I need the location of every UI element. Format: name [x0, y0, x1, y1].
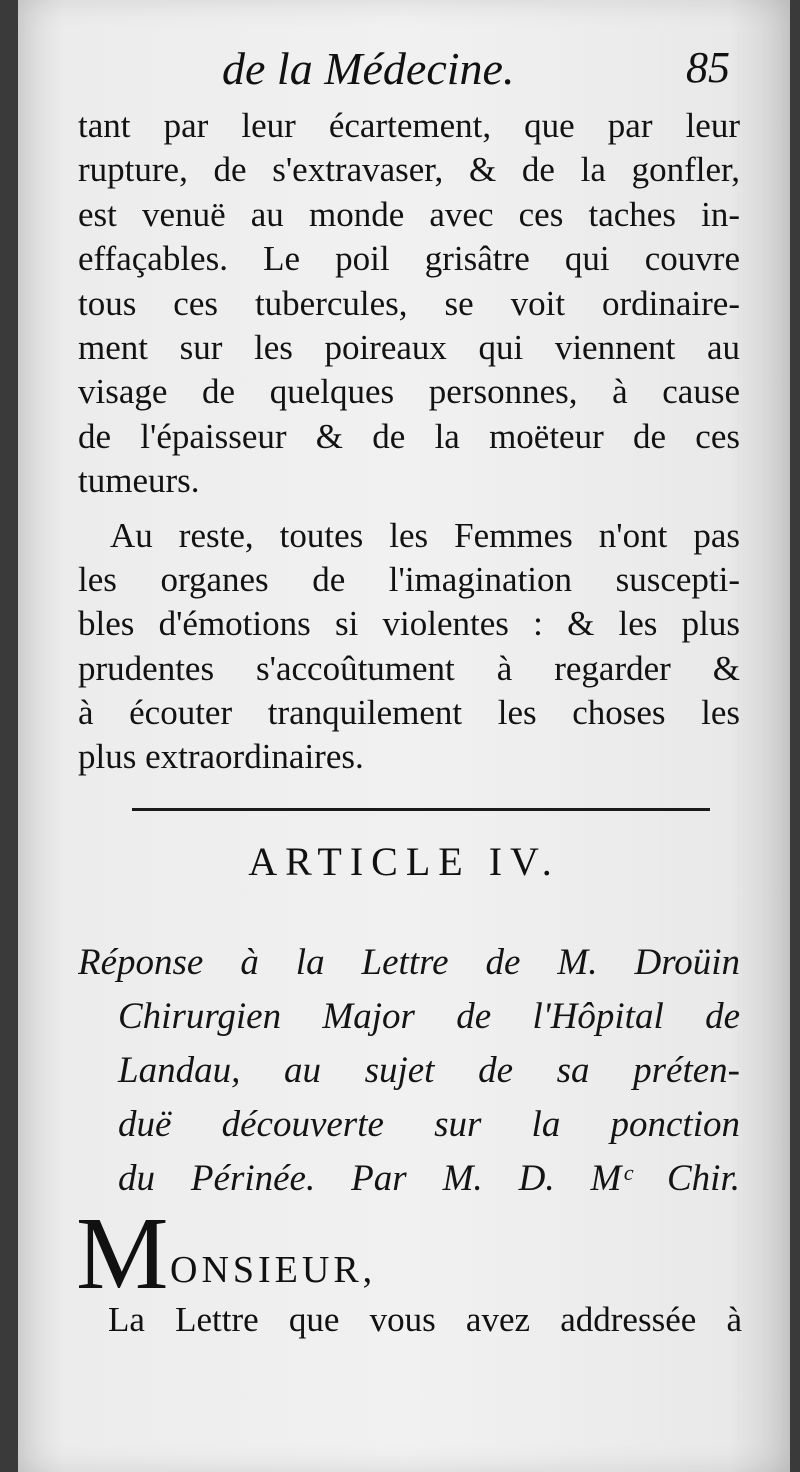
subtitle-line: Landau, au sujet de sa préten- — [118, 1050, 740, 1091]
text-line: Au reste, toutes les Femmes n'ont pas — [110, 515, 740, 555]
paragraph-2 — [78, 514, 740, 780]
text-line: tumeurs. — [78, 461, 200, 501]
paragraph-1 — [78, 104, 740, 504]
text-line: ment sur les poireaux qui viennent au — [78, 327, 740, 367]
text-line: les organes de l'imagination suscepti- — [78, 559, 740, 599]
text-line: effaçables. Le poil grisâtre qui couvre — [78, 239, 740, 279]
text-line: prudentes s'accoûtument à regarder & — [78, 648, 740, 688]
text-line: bles d'émotions si violentes : & les plus — [78, 604, 740, 644]
subtitle-line: Chirurgien Major de l'Hôpital de — [118, 996, 740, 1037]
letter-first-line: La Lettre que vous avez addressée à — [108, 1300, 742, 1339]
text-line: tous ces tubercules, se voit ordinaire- — [78, 283, 740, 323]
running-head — [18, 40, 790, 100]
subtitle-line: duë découverte sur la ponction — [118, 1104, 740, 1145]
text-line: est venuë au monde avec ces taches in- — [78, 194, 740, 234]
body-text — [78, 104, 740, 780]
article-heading: ARTICLE IV. — [248, 839, 560, 884]
page-number: 85 — [686, 43, 730, 92]
text-line: visage de quelques personnes, à cause — [78, 372, 740, 412]
section-divider — [132, 808, 710, 811]
salutation-text: ONSIEUR, — [170, 1249, 377, 1291]
subtitle-line: Réponse à la Lettre de M. Droüin — [78, 942, 740, 983]
drop-cap: M — [76, 1196, 169, 1311]
salutation — [76, 1196, 756, 1311]
subtitle-line: du Périnée. Par M. D. Mᶜ Chir. — [118, 1158, 740, 1199]
running-title: de la Médecine. — [222, 43, 515, 94]
text-line: plus extraordinaires. — [78, 737, 364, 777]
show-through-text: ⠀ ⠀ ⠀ ⠀ ⠀ ⠀ ⠀ ⠀ ⠀ ⠀ — [733, 765, 758, 1255]
article-subtitle — [78, 936, 740, 1206]
text-line: tant par leur écartement, que par leur — [78, 106, 740, 145]
book-page — [18, 0, 790, 1472]
text-line: rupture, de s'extravaser, & de la gonfler, — [78, 150, 740, 190]
text-line: de l'épaisseur & de la moëteur de ces — [78, 416, 740, 456]
text-line: à écouter tranquilement les choses les — [78, 693, 740, 733]
